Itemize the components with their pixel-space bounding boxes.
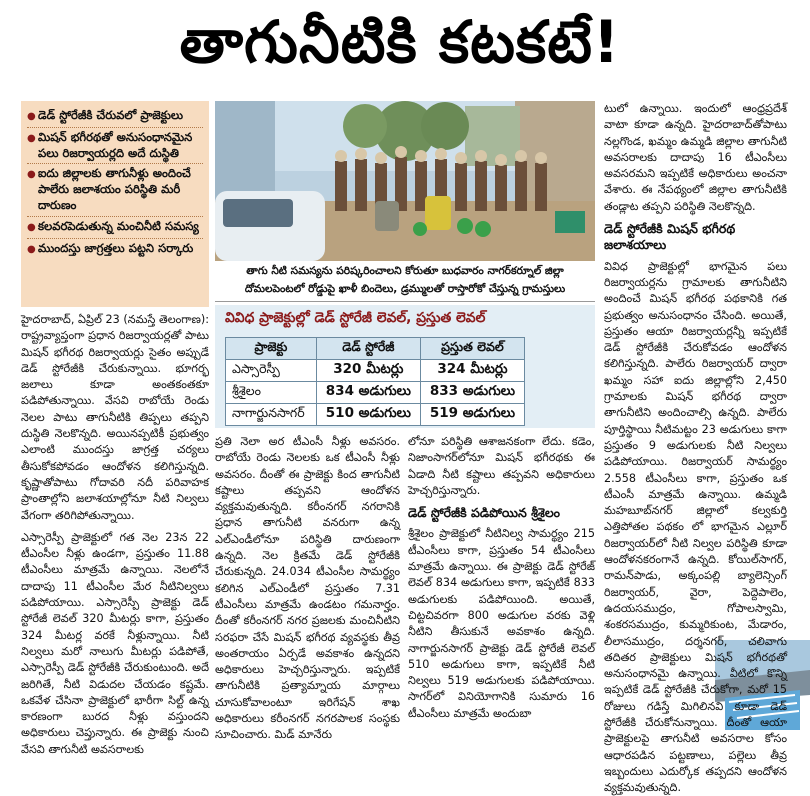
- article-paragraph: లోనూ పరిస్థితి ఆశాజనకంగా లేదు. కడెం, నిజాంసాగర్‌లోనూ మిషన్‌ భగీరథకు ఈ ఏడాది నీటి కష్టాలు తప్పవని అధికారులు హెచ్చరిస్తున్నారు.: [408, 435, 595, 497]
- table-cell: ఎస్సారెస్పీ: [226, 360, 317, 382]
- table-header: డెడ్‌ స్టోరేజీ: [316, 338, 420, 360]
- table-row: [226, 360, 525, 382]
- headline: తాగునీటికి కటకటే!: [179, 7, 621, 76]
- table-title: వివిధ ప్రాజెక్టుల్లో డెడ్‌ స్టోరేజీ లెవల్‌, ప్రస్తుత లెవల్‌: [225, 310, 486, 326]
- bullet-icon: ●: [27, 243, 36, 255]
- bullet-icon: ●: [27, 221, 36, 233]
- table-cell: శ్రీశైలం: [226, 382, 317, 404]
- highlight-item: ● ఐదు జిల్లాలకు తాగునీళ్లు అందించే పాలేరు జలాశయం పరిస్థితి మరీ దారుణం: [27, 164, 203, 216]
- table-cell: 519 అడుగులు: [420, 404, 524, 426]
- bullet-icon: ●: [27, 111, 36, 122]
- highlight-item: ● కలవరపెడుతున్న మంచినీటి సమస్య: [27, 217, 203, 239]
- protest-photo-illustration: [215, 101, 595, 261]
- article-column-2: [215, 434, 400, 742]
- table-cell: నాగార్జునసాగర్‌: [226, 404, 317, 426]
- article-paragraph: వివిధ ప్రాజెక్టుల్లో భాగమైన పలు రిజర్వాయర్లను గ్రామాలకు తాగునీటిని అందించే మిషన్‌ భగీరథ పథకానికి గత ప్రభుత్వం అనుసంధానం చేసింది. అయితే, ప్రస్తుతం ఆయా రిజర్వాయర్లన్నీ ఇప్పటికే డెడ్‌ స్టోరేజీకి చేరుకోవడం ఆందోళన కలిగిస్తున్నది. పాలేరు రిజర్వాయర్‌ ద్వారా ఖమ్మం సహా ఐదు జిల్లాల్లోని 2,450 గ్రామాలకు మిషన్‌ భగీరథ ద్వారా తాగునీటిని అందించాల్సి ఉన్నది. పాలేరు పూర్తిస్థాయి నీటిమట్టం 23 అడుగులు కాగా ప్రస్తుతం 9 అడుగులకు నీటి నిల్వలు పడిపోయాయి. రిజర్వాయర్‌ సామర్థ్యం 2.558 టీఎంసీలు కాగా, ప్రస్తుతం ఒక టీఎంసీ మాత్రమే ఉన్నాయి. ఉమ్మడి మహబూబ్‌నగర్‌ జిల్లాలో కల్వకుర్తి ఎత్తిపోతల పథకం లో భాగమైన ఎల్లూర్‌ రిజర్వాయర్‌లో నీటి నిల్వల పరిస్థితి కూడా ఆందోళనకరంగానే ఉన్నది. కోయిల్‌సాగర్‌, రామన్‌పాడు, అక్కంపల్లి బ్యాలెన్సింగ్‌ రిజర్వాయర్‌, వైరా, పెద్దెపాలెం, ఉదయసముద్రం, గోపాలస్వామి, శంకరసముద్రం, కుమ్మరికుంట, మేడారం, లీలాసముద్రం, దర్శనగర్‌, చలివాగు తదితర ప్రాజెక్టులు మిషన్‌ భగీరథతో అనుసంధానమై ఉన్నాయి. వీటిలో కొన్ని ఇప్పటికే డెడ్‌ స్టోరేజీకి చేరుకోగా, మరో 15 రోజులు గడిస్తే మిగిలినవి కూడా డెడ్‌ స్టోరేజీకి చేరుకోనున్నాయి. దీంతో ఆయా ప్రాజెక్టులపై తాగునీటి అవసరాల కోసం ఆధారపడిన పట్టణాలు, పల్లెలు తీవ్ర ఇబ్బందులు ఎదుర్కోక తప్పదని ఆందోళన వ్యక్తమవుతున్నది.: [604, 259, 787, 795]
- table-cell: 834 అడుగులు: [316, 382, 420, 404]
- bullet-icon: ●: [27, 132, 36, 144]
- table-header: ప్రస్తుత లెవల్‌: [420, 338, 524, 360]
- photo-caption: తాగు నీటి సమస్యను పరిష్కరించాలని కోరుతూ బుధవారం నాగర్‌కర్నూల్‌ జిల్లా దోమలపెంటలో రోడ్డుపై ఖాళీ బిందెలు, డ్రమ్ములతో రాస్తారోకో చేస్తున్న గ్రామస్తులు: [215, 262, 595, 302]
- article-paragraph: శ్రీశైలం ప్రాజెక్టులో నీటినిల్వ సామర్థ్యం 215 టీఎంసీలు కాగా, ప్రస్తుతం 54 టీఎంసీలు మాత్రమే ఉన్నాయి. ఈ ప్రాజెక్టు డెడ్‌ స్టోరేజ్‌ లెవల్‌ 834 అడుగులు కాగా, ఇప్పటికే 833 అడుగులకు పడిపోయింది. అయితే, చిట్టచివరగా 800 అడుగుల వరకు వెళ్లి నీటిని తీసుకునే అవకాశం ఉన్నది. నాగార్జునసాగర్‌ ప్రాజెక్టు డెడ్‌ స్టోరేజీ లెవల్‌ 510 అడుగులు కాగా, ఇప్పటికే నీటి నిల్వలు 519 అడుగులకు పడిపోయాయి. సాగర్‌లో వినియోగానికి సుమారు 16 టీఎంసీలు మాత్రమే అందుబా: [408, 527, 595, 720]
- subheading: డెడ్‌ స్టోరేజీకి పడిపోయిన శ్రీశైలం: [408, 505, 561, 521]
- article-column-4: [604, 101, 787, 795]
- article-paragraph: హైదరాబాద్‌, ఏప్రిల్‌ 23 (నమస్తే తెలంగాణ): రాష్ట్రవ్యాప్తంగా ప్రధాన రిజర్వాయర్లతో పాటు మిషన్‌ భగీరథ రిజర్వాయర్లు సైతం అప్పుడే డెడ్‌ స్టోరేజీకి చేరుకున్నాయి. భూగర్భ జలాలు కూడా అంతకంతకూ పడిపోతున్నాయి. వేసవి రాబోయే రెండు నెలల పాటు తాగునీటికి తిప్పలు తప్పని దుస్థితి నెలకొన్నది. అయినప్పటికీ ప్రభుత్వం ఎలాంటి ముందస్తు జాగ్రత్త చర్యలు తీసుకోకపోవడం ఆందోళన కలిగిస్తున్నది. కృష్ణాతోపాటు గోదావరి నదీ పరివాహక ప్రాంతాల్లోని జలాశయాల్లోనూ నీటి నిల్వలు వేగంగా తరిగిపోతున్నాయి.: [21, 313, 209, 522]
- table-header-row: [226, 338, 525, 360]
- protest-photo: [215, 101, 595, 261]
- article-column-1: [21, 312, 209, 756]
- table-cell: 833 అడుగులు: [420, 382, 524, 404]
- reservoir-level-table: [225, 337, 525, 426]
- article-paragraph: ఎస్సారెస్పీ ప్రాజెక్టులో గత నెల 23న 22 టీఎంసీల నీళ్లు ఉండగా, ప్రస్తుతం 11.88 టీఎంసీలు మాత్రమే ఉన్నాయి. నెలలోనే దాదాపు 11 టీఎంసీల మేర నీటినిల్వలు పడిపోయాయి. ఎస్సారెస్పీ ప్రాజెక్టు డెడ్‌ స్టోరేజీ లెవల్‌ 320 మీటర్లు కాగా, ప్రస్తుతం 324 మీటర్ల వరకే నీళ్లున్నాయి. నీటి నిల్వలు మరో నాలుగు మీటర్లు పడిపోతే, ఎస్సారెస్పీ డెడ్‌ స్టోరేజీకి చేరుకుంటుంది. అదే జరిగితే, నీటి విడుదల చేయడం కష్టమే. ఒకవేళ చేసినా ప్రాజెక్టులో భారీగా సిల్ట్‌ ఉన్న కారణంగా బురద నీళ్లు వస్తుందని అధికారులు చెప్తున్నారు. ఈ ప్రాజెక్టు నుంచి వేసవి తాగునీటి అవసరాలకు: [21, 530, 209, 756]
- table-row: [226, 382, 525, 404]
- highlights-box: [21, 101, 209, 307]
- subheading: డెడ్‌ స్టోరేజీకి మిషన్‌ భగీరథ జలాశయాలు: [604, 221, 736, 253]
- bullet-icon: ●: [27, 169, 36, 181]
- table-cell: 320 మీటర్లు: [316, 360, 420, 382]
- table-cell: 510 అడుగులు: [316, 404, 420, 426]
- article-paragraph: టులో ఉన్నాయి. ఇందులో ఆంధ్రప్రదేశ్‌ వాటా కూడా ఉన్నది. హైదరాబాద్‌తోపాటు నల్లగొండ, ఖమ్మం ఉమ్మడి జిల్లాల తాగునీటి అవసరాలకు దాదాపు 16 టీఎంసీలు అవసరమని ఇప్పటికే అధికారులు అంచనా వేశారు. ఈ నేపథ్యంలో జిల్లాల తాగునీటికి తండ్లాట తప్పని పరిస్థితి నెలకొన్నది.: [604, 102, 787, 213]
- table-row: [226, 404, 525, 426]
- reservoir-level-table-box: [215, 305, 595, 428]
- highlight-item: ● మిషన్‌ భగీరథతో అనుసంధానమైన పలు రిజర్వాయర్లది అదే దుస్థితి: [27, 128, 203, 165]
- table-cell: 324 మీటర్లు: [420, 360, 524, 382]
- article-column-3: [408, 434, 595, 730]
- table-header: ప్రాజెక్టు: [226, 338, 317, 360]
- highlight-item: ● డెడ్‌ స్టోరేజీకి చేరువలో ప్రాజెక్టులు: [27, 106, 203, 128]
- highlight-item: ● ముందస్తు జాగ్రత్తలు పట్టని సర్కారు: [27, 239, 203, 260]
- article-paragraph: ప్రతి నెలా అర టీఎంసీ నీళ్లు అవసరం. రాబోయే రెండు నెలలకు ఒక టీఎంసీ నీళ్లు అవసరం. దీంతో ఈ ప్రాజెక్టు కింద తాగునీటి కష్టాలు తప్పవని ఆందోళన వ్యక్తమవుతున్నది. కరీంనగర్‌ నగరానికి ప్రధాన తాగునీటి వనరుగా ఉన్న ఎల్‌ఎండీలోనూ పరిస్థితి దారుణంగా ఉన్నది. నెల క్రితమే డెడ్‌ స్టోరేజీకి చేరుకున్నది. 24.034 టీఎంసీల సామర్థ్యం కలిగిన ఎల్‌ఎండీలో ప్రస్తుతం 7.31 టీఎంసీలు మాత్రమే ఉండటం గమనార్హం. దీంతో కరీంనగర్‌ నగర ప్రజలకు మంచినీటిని సరఫరా చేసే మిషన్‌ భగీరథ వ్యవస్థకు తీవ్ర అంతరాయం ఏర్పడే అవకాశం ఉన్నదని అధికారులు హెచ్చరిస్తున్నారు. ఇప్పటికే తాగునీటికి ప్రత్యామ్నాయ మార్గాలు చూసుకోవాలంటూ ఇరిగేషన్‌ శాఖ అధికారులు కరీంనగర్‌ నగరపాలక సంస్థకు సూచించారు. మిడ్‌ మానేరు: [215, 435, 400, 742]
